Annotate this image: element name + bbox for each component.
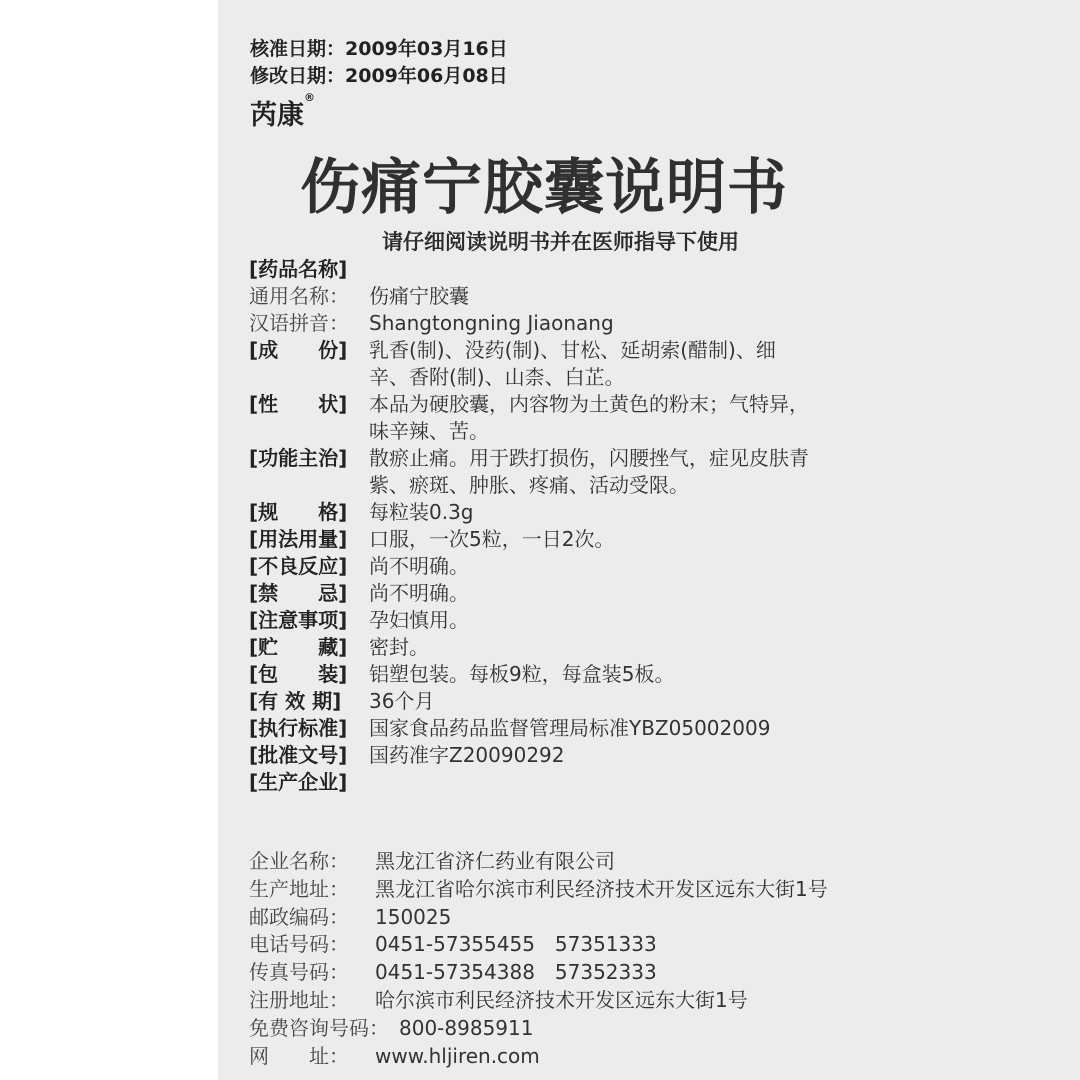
field-value: 黑龙江省哈尔滨市利民经济技术开发区远东大街1号 xyxy=(375,876,828,901)
section-specification xyxy=(249,499,929,526)
value-line: 辛、香附(制)、山柰、白芷。 xyxy=(369,365,625,389)
field-label: 免费咨询号码： xyxy=(249,1015,389,1040)
section-label: [贮 藏] xyxy=(249,635,348,659)
section-value: 密封。 xyxy=(369,635,429,659)
company-address-row xyxy=(249,876,949,904)
section-value xyxy=(361,445,929,499)
section-value: 尚不明确。 xyxy=(369,554,469,578)
company-name-row xyxy=(249,848,949,876)
section-label: [规 格] xyxy=(249,500,348,524)
registered-mark: ® xyxy=(304,91,315,104)
section-label: [有 效 期] xyxy=(249,689,342,713)
field-value: 0451-57354388 57352333 xyxy=(375,960,657,985)
section-label: [禁 忌] xyxy=(249,581,348,605)
section-properties xyxy=(249,391,929,445)
field-label: 注册地址： xyxy=(249,987,349,1012)
field-value: 0451-57355455 57351333 xyxy=(375,932,657,957)
field-label: 汉语拼音： xyxy=(249,311,349,335)
section-precautions xyxy=(249,607,929,634)
section-value: 36个月 xyxy=(369,689,435,713)
approval-date: 核准日期：2009年03月16日 xyxy=(250,38,508,60)
section-label: [不良反应] xyxy=(249,554,348,578)
field-value: 800-8985911 xyxy=(399,1015,534,1040)
section-label: [批准文号] xyxy=(249,743,348,767)
section-label: [执行标准] xyxy=(249,716,348,740)
field-label: 企业名称： xyxy=(249,849,349,873)
company-website-row xyxy=(249,1043,949,1071)
page-title: 伤痛宁胶囊说明书 xyxy=(300,153,788,223)
section-drug-name xyxy=(249,256,929,283)
section-value: 尚不明确。 xyxy=(369,581,469,605)
brand-logo xyxy=(250,93,315,132)
section-value: 口服，一次5粒，一日2次。 xyxy=(369,527,615,551)
field-label: 邮政编码： xyxy=(249,904,349,929)
section-storage xyxy=(249,634,929,661)
section-standard xyxy=(249,715,929,742)
section-package xyxy=(249,661,929,688)
company-phone-row xyxy=(249,931,949,959)
section-contraindications xyxy=(249,580,929,607)
field-label: 网 址： xyxy=(249,1043,349,1068)
value-line: 散瘀止痛。用于跌打损伤，闪腰挫气，症见皮肤青 xyxy=(369,446,809,470)
section-value xyxy=(361,337,929,391)
header-dates xyxy=(250,36,508,90)
leaflet-body xyxy=(249,256,929,796)
section-value: 国药准字Z20090292 xyxy=(369,743,565,767)
section-indications xyxy=(249,445,929,499)
section-label: [生产企业] xyxy=(249,770,348,794)
field-label: 电话号码： xyxy=(249,932,349,957)
generic-name-row xyxy=(249,283,929,310)
section-manufacturer xyxy=(249,769,929,796)
section-value: 国家食品药品监督管理局标准YBZ05002009 xyxy=(369,716,771,740)
section-dosage xyxy=(249,526,929,553)
page-subtitle: 请仔细阅读说明书并在医师指导下使用 xyxy=(382,230,739,254)
field-value: 150025 xyxy=(375,904,452,929)
company-info xyxy=(249,848,949,1070)
section-label: [包 装] xyxy=(249,662,348,686)
revision-date: 修改日期：2009年06月08日 xyxy=(250,65,508,87)
section-value xyxy=(361,391,929,445)
value-line: 乳香(制)、没药(制)、甘松、延胡索(醋制)、细 xyxy=(369,338,776,362)
value-line: 本品为硬胶囊，内容物为土黄色的粉末；气特异， xyxy=(369,392,809,416)
section-label: [注意事项] xyxy=(249,608,348,632)
section-label: [药品名称] xyxy=(249,257,348,281)
company-hotline-row xyxy=(249,1015,949,1043)
section-value: 铝塑包装。每板9粒，每盒装5板。 xyxy=(369,662,675,686)
section-label: [性 状] xyxy=(249,392,348,416)
value-line: 味辛辣、苦。 xyxy=(369,419,489,443)
field-label: 通用名称： xyxy=(249,284,349,308)
section-value: 孕妇慎用。 xyxy=(369,608,469,632)
field-value: 伤痛宁胶囊 xyxy=(369,284,469,308)
company-reg-address-row xyxy=(249,987,949,1015)
field-label: 传真号码： xyxy=(249,960,349,985)
field-value: 黑龙江省济仁药业有限公司 xyxy=(375,849,615,873)
company-postcode-row xyxy=(249,904,949,932)
section-value: 每粒装0.3g xyxy=(369,500,474,524)
section-label: [用法用量] xyxy=(249,527,348,551)
pinyin-row xyxy=(249,310,929,337)
section-validity xyxy=(249,688,929,715)
company-fax-row xyxy=(249,959,949,987)
section-label: [成 份] xyxy=(249,338,348,362)
section-approval-no xyxy=(249,742,929,769)
value-line: 紫、瘀斑、肿胀、疼痛、活动受限。 xyxy=(369,473,689,497)
field-label: 生产地址： xyxy=(249,876,349,901)
field-value: www.hljiren.com xyxy=(375,1043,540,1068)
section-label: [功能主治] xyxy=(249,446,348,470)
section-ingredients xyxy=(249,337,929,391)
field-value: Shangtongning Jiaonang xyxy=(369,311,614,335)
section-adverse xyxy=(249,553,929,580)
brand-name: 芮康 xyxy=(250,100,304,131)
field-value: 哈尔滨市利民经济技术开发区远东大街1号 xyxy=(375,987,748,1012)
